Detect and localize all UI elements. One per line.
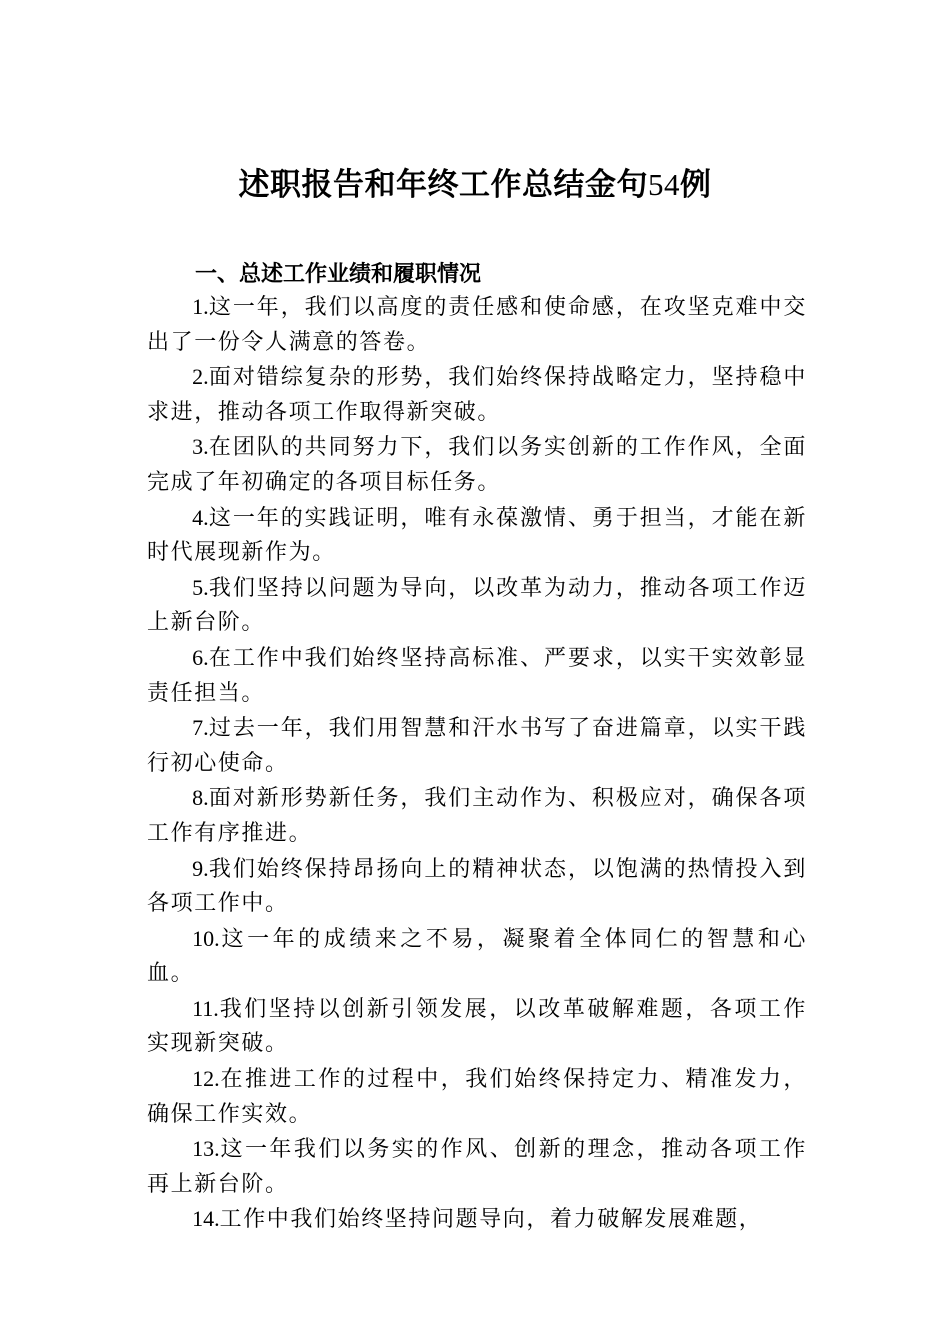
quote-text: 在团队的共同努力下，我们以务实创新的工作作风，全面完成了年初确定的各项目标任务。 — [147, 435, 807, 495]
quote-index: 8. — [192, 785, 209, 811]
quote-text: 我们始终保持昂扬向上的精神状态，以饱满的热情投入到各项工作中。 — [147, 856, 807, 917]
quote-list — [147, 290, 807, 1238]
quote-item — [147, 290, 807, 360]
quote-index: 3. — [192, 434, 209, 460]
quote-item — [147, 1132, 807, 1202]
quote-text: 这一年的实践证明，唯有永葆激情、勇于担当，才能在新时代展现新作为。 — [147, 505, 807, 566]
quote-text: 过去一年，我们用智慧和汗水书写了奋进篇章，以实干践行初心使命。 — [147, 716, 807, 776]
quote-text: 在工作中我们始终坚持高标准、严要求，以实干实效彰显责任担当。 — [147, 645, 807, 706]
section-heading: 一、总述工作业绩和履职情况 — [195, 262, 482, 287]
quote-text: 这一年我们以务实的作风、创新的理念，推动各项工作再上新台阶。 — [147, 1137, 807, 1197]
quote-item — [147, 852, 807, 922]
quote-index: 11. — [192, 995, 219, 1021]
quote-index: 7. — [192, 715, 209, 741]
quote-index: 5. — [192, 574, 209, 600]
quote-item — [147, 1062, 807, 1132]
quote-item — [147, 430, 807, 500]
quote-text: 工作中我们始终坚持问题导向，着力破解发展难题， — [219, 1207, 763, 1233]
quote-index: 14. — [192, 1206, 220, 1232]
quote-text: 我们坚持以问题为导向，以改革为动力，推动各项工作迈上新台阶。 — [147, 575, 807, 636]
document-title-text: 述职报告和年终工作总结金句 — [238, 167, 648, 203]
quote-item — [147, 641, 807, 711]
quote-index: 6. — [192, 644, 209, 670]
quote-text: 面对新形势新任务，我们主动作为、积极应对，确保各项工作有序推进。 — [147, 786, 807, 846]
quote-index: 2. — [192, 364, 209, 390]
quote-text: 在推进工作的过程中，我们始终保持定力、精准发力，确保工作实效。 — [147, 1067, 807, 1127]
quote-item — [147, 922, 807, 992]
document-title-suffix: 例 — [680, 167, 712, 203]
quote-index: 10. — [192, 925, 220, 951]
quote-text: 面对错综复杂的形势，我们始终保持战略定力，坚持稳中求进，推动各项工作取得新突破。 — [147, 365, 807, 425]
quote-index: 1. — [192, 294, 209, 319]
quote-item — [147, 711, 807, 781]
quote-item — [147, 781, 807, 851]
quote-item — [147, 360, 807, 430]
document-title-number: 54 — [648, 167, 680, 202]
document-title — [0, 160, 950, 210]
quote-text: 我们坚持以创新引领发展，以改革破解难题，各项工作实现新突破。 — [147, 996, 807, 1057]
quote-index: 9. — [192, 855, 209, 881]
quote-item — [147, 992, 807, 1062]
quote-text: 这一年，我们以高度的责任感和使命感，在攻坚克难中交出了一份令人满意的答卷。 — [147, 295, 807, 355]
quote-item — [147, 1202, 807, 1238]
quote-item — [147, 501, 807, 571]
quote-item — [147, 571, 807, 641]
quote-index: 4. — [192, 504, 209, 530]
quote-text: 这一年的成绩来之不易，凝聚着全体同仁的智慧和心血。 — [147, 926, 807, 987]
quote-index: 13. — [192, 1136, 220, 1162]
quote-index: 12. — [192, 1066, 220, 1092]
